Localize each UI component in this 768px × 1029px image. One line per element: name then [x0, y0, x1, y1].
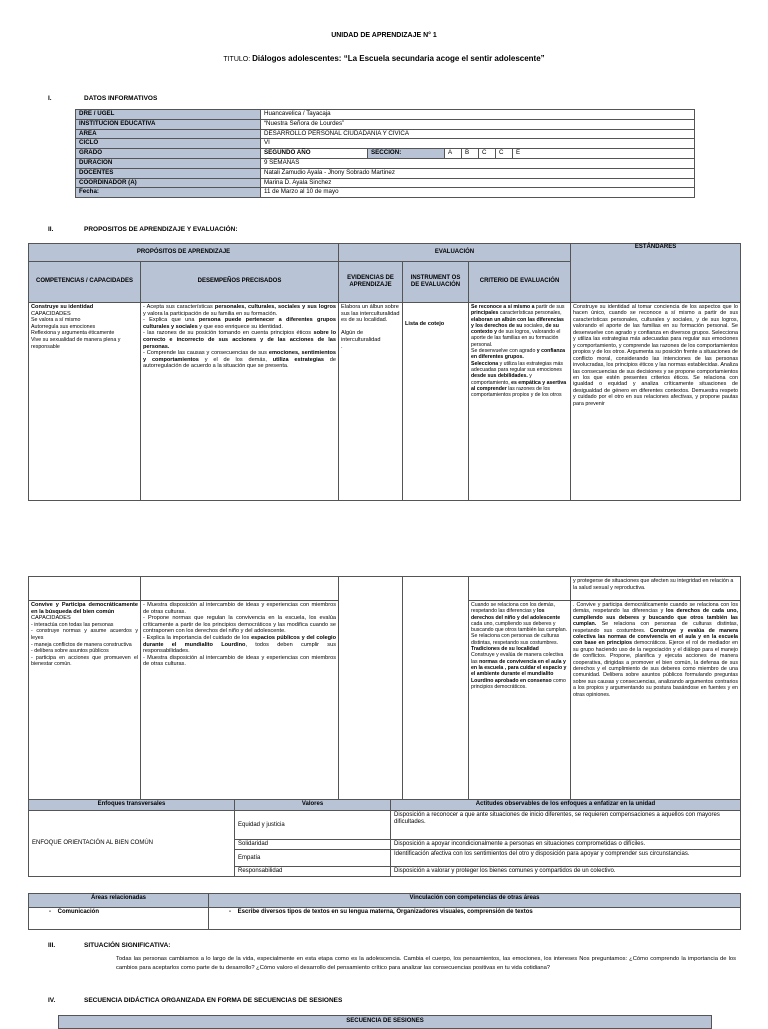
desempenos-convive-cell: - Muestra disposición al intercambio de ideas y experiencias con miembros de otras culturas. - Propone normas que regulan la convivencia en la escuela, los evalúa críticamente a partir de los principios democráticos y las modifica cuando se contraponen con los derechos del niño y del adolescente. - Explica la importancia del cuidado de los espacios públicos y del colegio durante el mundialito Lourdino, todos deben cumplir sus responsabilidades. - Muestra disposición al intercambio de ideas y experiencias con miembros de otras culturas. — [141, 601, 339, 800]
enfoques-table — [28, 799, 741, 877]
secuencia-header: SECUENCIA DE SESIONES — [58, 1015, 712, 1029]
estandar-convive-cell: . Convive y participa democráticamente cuando se relaciona con los demás, respetando las diferencias y los derechos de cada uno, cumpliendo sus deberes y buscando que otros también las cumplan. Se relaciona con personas de culturas distintas, respetando sus costumbres. Construye y evalúa de manera colectiva las normas de convivencia en el aula y en la escuela con base en principios democráticos. Ejerce el rol de mediador en su grupo haciendo uso de la negociación y el diálogo para el manejo de conflictos. Propone, planifica y ejecuta acciones de manera cooperativa, dirigidas a promover el bien común, la defensa de sus derechos y el cumplimiento de sus deberes como miembro de una comunidad. Delibera sobre asuntos públicos formulando preguntas sobre sus causas y consecuencias, analizando argumentos contrarios a los propios y argumentando su postura basándose en fuentes y en otras opiniones. — [571, 601, 741, 800]
estandar-identidad-cell: Construye su identidad al tomar conciencia de los aspectos que lo hacen único, cuando se reconoce a sí mismo a partir de sus características personales, culturales y sociales, y de sus logros, valorando el aporte de las familias en su formación personal. Se desenvuelve con agrado y confianza en diversos grupos. Selecciona y utiliza las estrategias más adecuadas para regular sus emociones y comportamiento, y comprende las razones de los comportamientos propios y de los otros. Argumenta su posición frente a situaciones de conflicto moral, considerando las intenciones de las personas involucradas, los principios éticos y las normas establecidas. Analiza las consecuencias de sus decisiones y se propone comportamientos en los que estén presentes criterios éticos. Se relaciona con igualdad o equidad y analiza críticamente situaciones de desigualdad de género en diferentes contextos. Demuestra respeto y cuidado por el otro en sus relaciones afectivas, y propone pautas para prevenir — [571, 303, 741, 501]
coordinador-label: COORDINADOR (A) — [76, 178, 261, 188]
duracion-label: DURACION — [76, 158, 261, 168]
datos-informativos-table — [75, 109, 695, 198]
desempenos-identidad-cell: - Acepta sus características personales, culturales, sociales y sus logros y valora la participación de su familia en su formación. - Explica que una persona puede pertenecer a diferentes grupos culturales y sociales y que eso enriquece su identidad. - las razones de su posición tomando en cuenta principios éticos sobre lo correcto e incorrecto de sus acciones y de las acciones de las personas. - Comprende las causas y consecuencias de sus emociones, sentimientos y comportamientos y el de los demás, utiliza estrategias de autorregulación de acuerdo a la situación que se presenta. — [141, 303, 339, 501]
vinculacion-header: Vinculación con competencias de otras áreas — [209, 894, 741, 908]
actitud-responsabilidad: Disposición a valorar y proteger los bienes comunes y compartidos de un colectivo. — [391, 867, 741, 877]
situacion-text: Todas las personas cambiamos a lo largo de la vida, especialmente en esta etapa como es la adolescencia. Cambia el cuerpo, los pensamientos, las emociones, los intereses Nos preguntamos: ¿Cómo comprendo la importancia de los cambios para aceptarlos como parte de tu desarrollo? ¿Cómo valoro el desarrollo del pensamiento crítico para analizar las consecuencias positivas en tu vida cotidiana? — [116, 956, 736, 971]
competencia-convive-cell: Convive y Participa democráticamente en la búsqueda del bien común CAPACIDADES - interactúa con todas las personas - construye normas y asume acuerdos y leyes - maneja conflictos de manera constructiva - delibera sobre asuntos públicos - participa en acciones que promueven el bienestar común. — [29, 601, 141, 800]
seccion-b: B — [462, 149, 479, 159]
valor-responsabilidad: Responsabilidad — [235, 867, 391, 877]
seccion-a: A — [445, 149, 462, 159]
duracion-value: 9 SEMANAS — [261, 158, 695, 168]
enfoques-header: Enfoques transversales — [29, 800, 235, 811]
actitud-solidaridad: Disposición a apoyar incondicionalmente a personas en situaciones comprometidas o difíciles. — [391, 840, 741, 850]
seccion-e: E — [513, 149, 695, 159]
titulo-heading: TITULO: Diálogos adolescentes: “La Escuela secundaria acoge el sentir adolescente” — [223, 54, 545, 63]
evaluacion-header: EVALUACIÓN — [339, 244, 571, 262]
criterio-identidad-cell: Se reconoce a sí mismo a partir de sus principales características personales, elaboran un albún con las diferencias y los derechos de su sociales, de su contexto y de sus logros, valorando el aporte de las familias en su formación personal. Se desenvuelve con agrado y confianza en diferentes grupos. Selecciona y utiliza las estrategias más adecuadas para regular sus emociones desde sus debilidades. y comportamiento, es empática y asertiva al comprender las razones de los comportamientos propios y de los otros — [469, 303, 571, 501]
actitud-equidad: Disposición a reconocer a que ante situaciones de inicio diferentes, se requieren compensaciones a aquellos con mayores dificultades. — [391, 811, 741, 840]
valores-header: Valores — [235, 800, 391, 811]
unidad-heading: UNIDAD DE APRENDIZAJE N° 1 — [331, 32, 437, 39]
seccion-c: C — [479, 149, 496, 159]
section-2-heading: II. PROPOSITOS DE APRENDIZAJE Y EVALUACIÓN: — [48, 226, 238, 233]
criterio-header: CRITERIO DE EVALUACIÓN — [469, 262, 571, 303]
grado-label: GRADO — [76, 149, 261, 159]
section-4-heading: IV. SECUENCIA DIDÁCTICA ORGANIZADA EN FORMA DE SECUENCIAS DE SESIONES — [48, 997, 343, 1004]
section-3-heading: III. SITUACIÓN SIGNIFICATIVA: — [48, 942, 171, 949]
evidencias-header: EVIDENCIAS DE APRENDIZAJE — [339, 262, 403, 303]
valor-solidaridad: Solidaridad — [235, 840, 391, 850]
competencia-identidad-title: Construye su identidad — [31, 304, 94, 310]
titulo-text: Diálogos adolescentes: “La Escuela secundaria acoge el sentir adolescente” — [252, 54, 545, 63]
estandar-identidad-continued: y protegerse de situaciones que afecten su integridad en relación a la salud sexual y reproductiva. — [571, 577, 741, 601]
competencias-header: COMPETENCIAS / CAPACIDADES — [29, 262, 141, 303]
areas-header: Áreas relacionadas — [29, 894, 209, 908]
capacidades-label: CAPACIDADES — [31, 310, 71, 317]
coordinador-value: Marina D. Ayala Sinchez — [261, 178, 695, 188]
empty-cell — [141, 577, 339, 601]
seccion-c2: C — [496, 149, 513, 159]
ie-label: INSTITUCION EDUCATIVA — [76, 119, 261, 129]
actitud-empatia: Identificación afectiva con los sentimientos del otro y disposición para apoyar y comprender sus circunstancias. — [391, 850, 741, 867]
fecha-label: Fecha: — [76, 188, 261, 198]
area-label: AREA — [76, 129, 261, 139]
docentes-value: Natali Zamudio Ayala - Jhony Sobrado Martinez — [261, 168, 695, 178]
empty-cell — [469, 577, 571, 601]
dre-value: Huancavelica / Tayacaja — [261, 110, 695, 120]
evidencias-identidad-cell: Elabora un álbun sobre sus las interculturalidad es de su localidad. Algún de interculturalidad . — [339, 303, 403, 501]
empty-cell — [403, 577, 469, 800]
vinculacion-text: - Escribe diversos tipos de textos en su lengua materna, Organizadores visuales, comprensión de textos — [209, 908, 741, 930]
ciclo-label: CICLO — [76, 139, 261, 149]
docentes-label: DOCENTES — [76, 168, 261, 178]
instrumento-cell: Lista de cotejo — [403, 303, 469, 501]
competencia-identidad-cell — [29, 303, 141, 501]
seccion-label: SECCION: — [368, 149, 445, 159]
areas-table — [28, 893, 741, 930]
ie-value: “Nuestra Señora de Lourdes” — [261, 119, 695, 129]
valor-equidad: Equidad y justicia — [235, 811, 391, 840]
propositos-header: PROPÓSITOS DE APRENDIZAJE — [29, 244, 339, 262]
grado-value: SEGUNDO AÑO — [261, 149, 368, 159]
valor-empatia: Empatía — [235, 850, 391, 867]
area-relacionada: - Comunicación — [29, 908, 209, 930]
titulo-prefix: TITULO — [223, 56, 249, 63]
section-1-heading: I. DATOS INFORMATIVOS — [48, 95, 158, 102]
fecha-value: 11 de Marzo al 10 de mayo — [261, 188, 695, 198]
instrumentos-header: INSTRUMENT OS DE EVALUACIÓN — [403, 262, 469, 303]
ciclo-value: VI — [261, 139, 695, 149]
capacidades-list: Se valora a sí mismo Autorregula sus emociones Reflexiona y argumenta éticamente Vive su sexualidad de manera plena y responsable — [31, 317, 121, 350]
dre-label: DRE / UGEL — [76, 110, 261, 120]
estandares-header: ESTÁNDARES — [571, 244, 741, 303]
propositos-table — [28, 243, 741, 501]
propositos-table-continued — [28, 576, 741, 800]
enfoque-name: ENFOQUE ORIENTACIÓN AL BIEN COMÚN — [29, 811, 235, 877]
desempenos-header: DESEMPEÑOS PRECISADOS — [141, 262, 339, 303]
empty-cell — [29, 577, 141, 601]
criterio-convive-cell: Cuando se relaciona con los demás, respetando las diferencias y los derechos del niño y del adolescente cada uno, cumpliendo sus deberes y buscando que otros también las cumplan. Se relaciona con personas de culturas distintas, respetando sus costumbres. Tradiciones de su localidad Construye y evalúa de manera colectiva las normas de convivencia en el aula y en la escuela , para cuidar el espacio y el ambiente durante el mundialito Lourdino aprobado en consenso como principios democráticos. — [469, 601, 571, 800]
empty-cell — [339, 577, 403, 800]
area-value: DESARROLLO PERSONAL CIUDADANIA Y CIVICA — [261, 129, 695, 139]
actitudes-header: Actitudes observables de los enfoques a enfatizar en la unidad — [391, 800, 741, 811]
